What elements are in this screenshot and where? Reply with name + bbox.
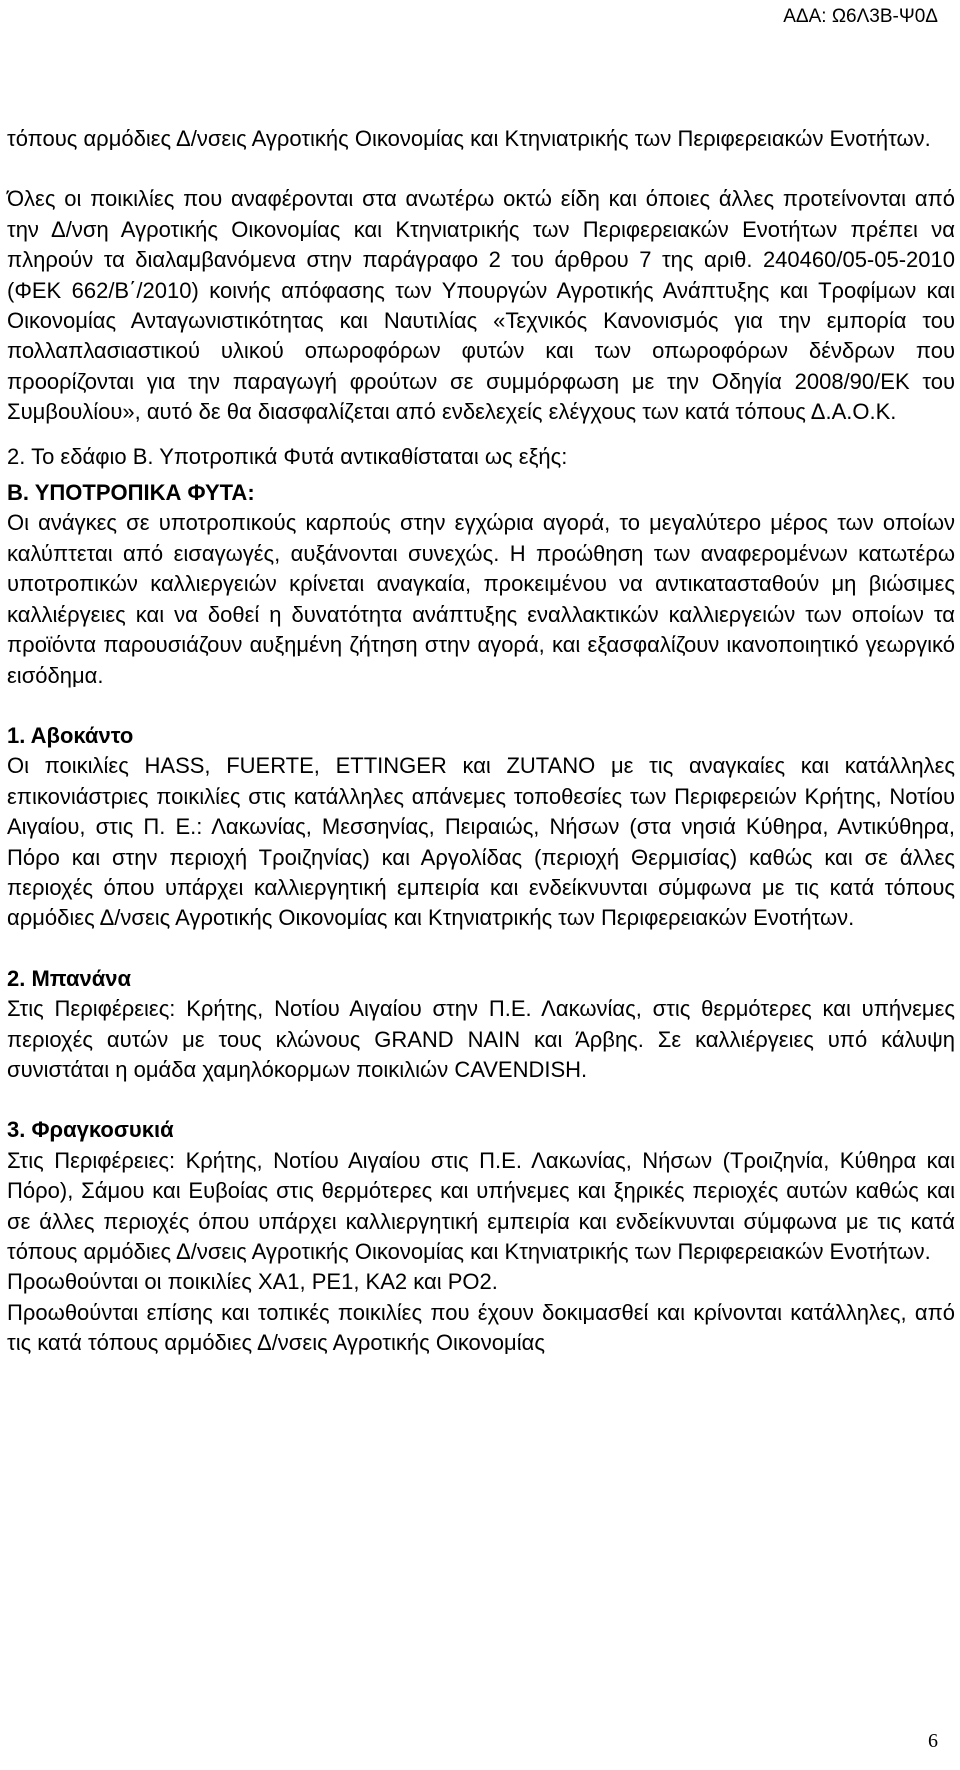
paragraph-avocado: Οι ποικιλίες HASS, FUERTE, ETTINGER και ZUTANO με τις αναγκαίες και κατάλληλες επικονιάστριες ποικιλίες στις κατάλληλες απάνεμες τοποθεσίες των Περιφερειών Κρήτης, Νοτίου Αιγαίου, στις Π. Ε.: Λακωνίας, Μεσσηνίας, Πειραιώς, Νήσων (στα νησιά Κύθηρα, Αντικύθηρα, Πόρο και στην περιοχή Τροιζηνίας) και Αργολίδας (περιοχή Θερμισίας) καθώς και σε άλλες περιοχές όπου υπάρχει καλλιεργητική εμπειρία και ενδείκνυνται σύμφωνα με τις κατά τόπους αρμόδιες Δ/νσεις Αγροτικής Οικονομίας και Κτηνιατρικής των Περιφερειακών Ενοτήτων. — [7, 753, 955, 931]
paragraph-promoted-varieties: Προωθούνται οι ποικιλίες ΧΑ1, ΡΕ1, ΚΑ2 και ΡΟ2. — [7, 1269, 498, 1295]
paragraph-continuation: τόπους αρμόδιες Δ/νσεις Αγροτικής Οικονομίας και Κτηνιατρικής των Περιφερειακών Ενοτήτων. — [7, 126, 931, 151]
heading-avocado: 1. Αβοκάντο — [7, 722, 134, 748]
heading-subtropical-plants: Β. ΥΠΟΤΡΟΠΙΚΑ ΦΥΤΑ: — [7, 480, 255, 506]
heading-banana-title: Μπανάνα — [31, 965, 132, 991]
ada-header: ΑΔΑ: Ω6Λ3Β-Ψ0Δ — [783, 6, 938, 27]
page-number: 6 — [928, 1730, 938, 1752]
heading-banana-number: 2. — [7, 965, 32, 991]
heading-prickly-pear-number: 3. — [7, 1117, 32, 1143]
heading-prickly-pear — [7, 1115, 955, 1145]
paragraph-varieties-requirements: Όλες οι ποικιλίες που αναφέρονται στα ανωτέρω οκτώ είδη και όποιες άλλες προτείνονται από την Δ/νση Αγροτικής Οικονομίας και Κτηνιατρικής των Περιφερειακών Ενοτήτων πρέπει να πληρούν τα διαλαμβανόμενα στην παράγραφο 2 του άρθρου 7 της αριθ. 240460/05-05-2010 (ΦΕΚ 662/Β΄/2010) κοινής απόφασης των Υπουργών Αγροτικής Ανάπτυξης και Τροφίμων και Οικονομίας Ανταγωνιστικότητας και Ναυτιλίας «Τεχνικός Κανονισμός για την εμπορία του πολλαπλασιαστικού υλικού οπωροφόρων φυτών και των οπωροφόρων δένδρων που προορίζονται για την παραγωγή φρούτων σε συμμόρφωση με την Οδηγία 2008/90/ΕΚ του Συμβουλίου», αυτό δε θα διασφαλίζεται από ενδελεχείς ελέγχους των κατά τόπους Δ.Α.Ο.Κ. — [7, 186, 955, 425]
heading-banana — [7, 964, 955, 994]
paragraph-prickly-pear: Στις Περιφέρειες: Κρήτης, Νοτίου Αιγαίου στις Π.Ε. Λακωνίας, Νήσων (Τροιζηνία, Κύθηρα και Πόρο), Σάμου και Ευβοίας στις θερμότερες και υπήνεμες και ξηρικές περιοχές αυτών καθώς και σε άλλες περιοχές όπου υπάρχει καλλιεργητική εμπειρία και ενδείκνυνται σύμφωνα με τις κατά τόπους αρμόδιες Δ/νσεις Αγροτικής Οικονομίας και Κτηνιατρικής των Περιφερειακών Ενοτήτων. — [7, 1147, 955, 1264]
paragraph-banana: Στις Περιφέρειες: Κρήτης, Νοτίου Αιγαίου στην Π.Ε. Λακωνίας, στις θερμότερες και υπήνεμες περιοχές αυτών με τους κλώνους GRAND NAIN και Άρβης. Σε καλλιέργειες υπό κάλυψη συνιστάται η ομάδα χαμηλόκορμων ποικιλιών CAVENDISH. — [7, 996, 955, 1082]
heading-prickly-pear-title: Φραγκοσυκιά — [31, 1117, 174, 1143]
document-body — [7, 124, 955, 1359]
paragraph-subsection-replacement: 2. Το εδάφιο Β. Υποτροπικά Φυτά αντικαθίσταται ως εξής: — [7, 443, 568, 469]
paragraph-subtropical-intro: Οι ανάγκες σε υποτροπικούς καρπούς στην εγχώρια αγορά, το μεγαλύτερο μέρος των οποίων καλύπτεται από εισαγωγές, αυξάνονται συνεχώς. Η προώθηση των αναφερομένων κατωτέρω υποτροπικών καλλιεργειών κρίνεται αναγκαία, προκειμένου να αντικατασταθούν μη βιώσιμες καλλιέργειες και να δοθεί η δυνατότητα ανάπτυξης εναλλακτικών καλλιεργειών των οποίων τα προϊόντα παρουσιάζουν αυξημένη ζήτηση στην αγορά, και εξασφαλίζουν ικανοποιητικό γεωργικό εισόδημα. — [7, 510, 955, 688]
paragraph-local-varieties: Προωθούνται επίσης και τοπικές ποικιλίες που έχουν δοκιμασθεί και κρίνονται κατάλληλες, από τις κατά τόπους αρμόδιες Δ/νσεις Αγροτικής Οικονομίας — [7, 1299, 955, 1356]
